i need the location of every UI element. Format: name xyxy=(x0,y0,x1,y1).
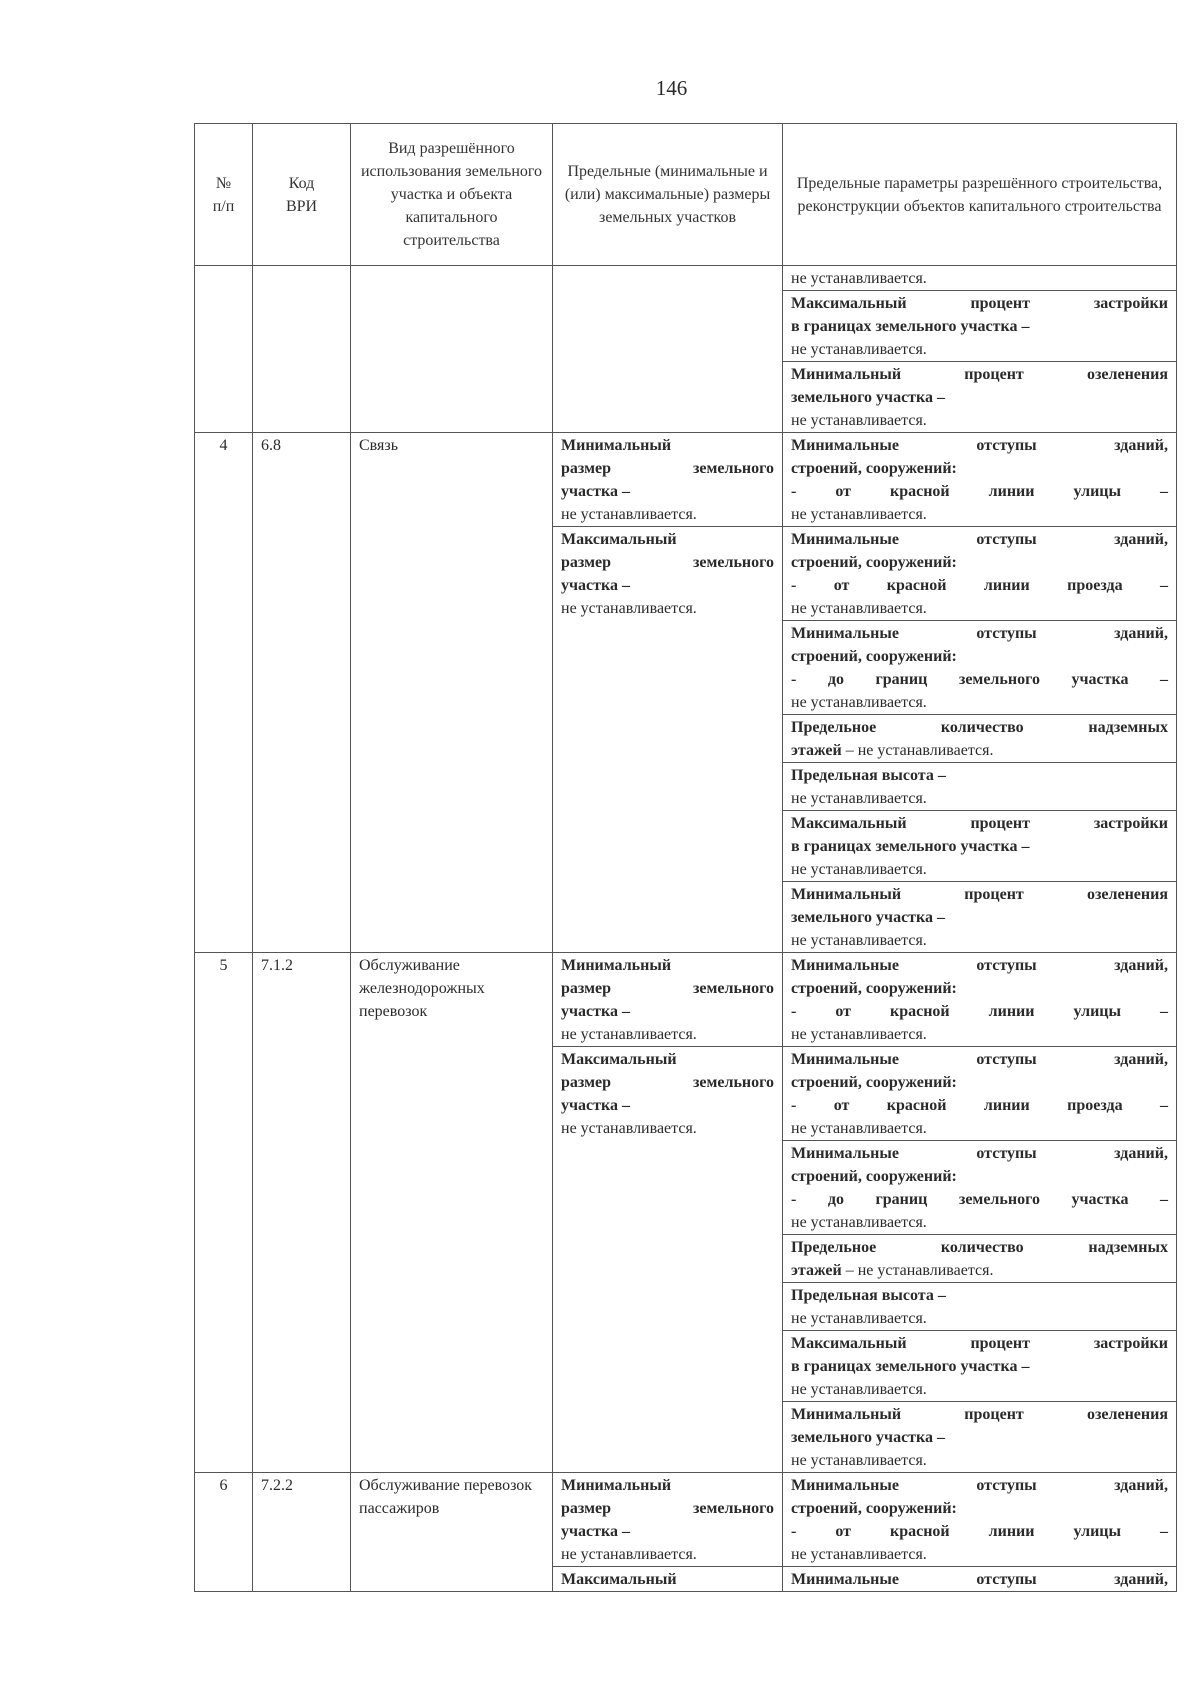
table-row xyxy=(195,953,1177,1047)
param-cell: Предельная высота – не устанавливается. xyxy=(783,763,1177,811)
cell-code: 7.2.2 xyxy=(253,1473,351,1592)
param-cell: Минимальные отступы зданий, строений, сооружений: - от красной линии проезда – не устанавливается. xyxy=(783,1047,1177,1141)
cell-use: Обслуживание железнодорожных перевозок xyxy=(351,953,553,1473)
param-cell: Максимальный процент застройки в границах земельного участка – не устанавливается. xyxy=(783,291,1177,362)
cell-sizes xyxy=(553,266,783,433)
param-cell: Минимальный процент озеленения земельного участка – не устанавливается. xyxy=(783,362,1177,433)
size-cell-max: Максимальный xyxy=(553,1567,783,1592)
param-cell: Минимальные отступы зданий, xyxy=(783,1567,1177,1592)
cell-code xyxy=(253,266,351,433)
size-cell-max: Максимальный размер земельного участка – не устанавливается. xyxy=(553,527,783,953)
cell-use: Связь xyxy=(351,433,553,953)
cell-num: 4 xyxy=(195,433,253,953)
param-cell: Минимальный процент озеленения земельного участка – не устанавливается. xyxy=(783,882,1177,953)
param-cell: Минимальные отступы зданий, строений, сооружений: - до границ земельного участка – не устанавливается. xyxy=(783,621,1177,715)
cell-code: 6.8 xyxy=(253,433,351,953)
regulations-table xyxy=(194,123,1177,1592)
size-cell-min: Минимальный размер земельного участка – не устанавливается. xyxy=(553,433,783,527)
param-cell: Минимальные отступы зданий, строений, сооружений: - от красной линии улицы – не устанавливается. xyxy=(783,1473,1177,1567)
header-params: Предельные параметры разрешённого строительства, реконструкции объектов капитального строительства xyxy=(783,124,1177,266)
table-row xyxy=(195,1473,1177,1567)
param-cell: Предельное количество надземных этажей – не устанавливается. xyxy=(783,1235,1177,1283)
header-code: Код ВРИ xyxy=(253,124,351,266)
param-cell: Минимальные отступы зданий, строений, сооружений: - от красной линии улицы – не устанавливается. xyxy=(783,433,1177,527)
param-cell: Максимальный процент застройки в границах земельного участка – не устанавливается. xyxy=(783,1331,1177,1402)
param-cell: Минимальные отступы зданий, строений, сооружений: - до границ земельного участка – не устанавливается. xyxy=(783,1141,1177,1235)
header-use: Вид разрешённого использования земельного участка и объекта капитального строительства xyxy=(351,124,553,266)
cell-use xyxy=(351,266,553,433)
param-cell: Предельная высота – не устанавливается. xyxy=(783,1283,1177,1331)
param-cell: не устанавливается. xyxy=(783,266,1177,291)
size-cell-min: Минимальный размер земельного участка – не устанавливается. xyxy=(553,953,783,1047)
param-cell: Предельное количество надземных этажей – не устанавливается. xyxy=(783,715,1177,763)
size-cell-min: Минимальный размер земельного участка – не устанавливается. xyxy=(553,1473,783,1567)
cell-num xyxy=(195,266,253,433)
param-cell: Минимальные отступы зданий, строений, сооружений: - от красной линии улицы – не устанавливается. xyxy=(783,953,1177,1047)
header-sizes: Предельные (минимальные и (или) максимальные) размеры земельных участков xyxy=(553,124,783,266)
header-num: № п/п xyxy=(195,124,253,266)
table-row xyxy=(195,433,1177,527)
param-cell: Минимальный процент озеленения земельного участка – не устанавливается. xyxy=(783,1402,1177,1473)
param-cell: Максимальный процент застройки в границах земельного участка – не устанавливается. xyxy=(783,811,1177,882)
page-number: 146 xyxy=(655,76,688,100)
cell-num: 6 xyxy=(195,1473,253,1592)
param-cell: Минимальные отступы зданий, строений, сооружений: - от красной линии проезда – не устанавливается. xyxy=(783,527,1177,621)
cell-num: 5 xyxy=(195,953,253,1473)
table-row-continued xyxy=(195,266,1177,291)
table-header-row xyxy=(195,124,1177,266)
size-cell-max: Максимальный размер земельного участка – не устанавливается. xyxy=(553,1047,783,1473)
cell-code: 7.1.2 xyxy=(253,953,351,1473)
cell-use: Обслуживание перевозок пассажиров xyxy=(351,1473,553,1592)
